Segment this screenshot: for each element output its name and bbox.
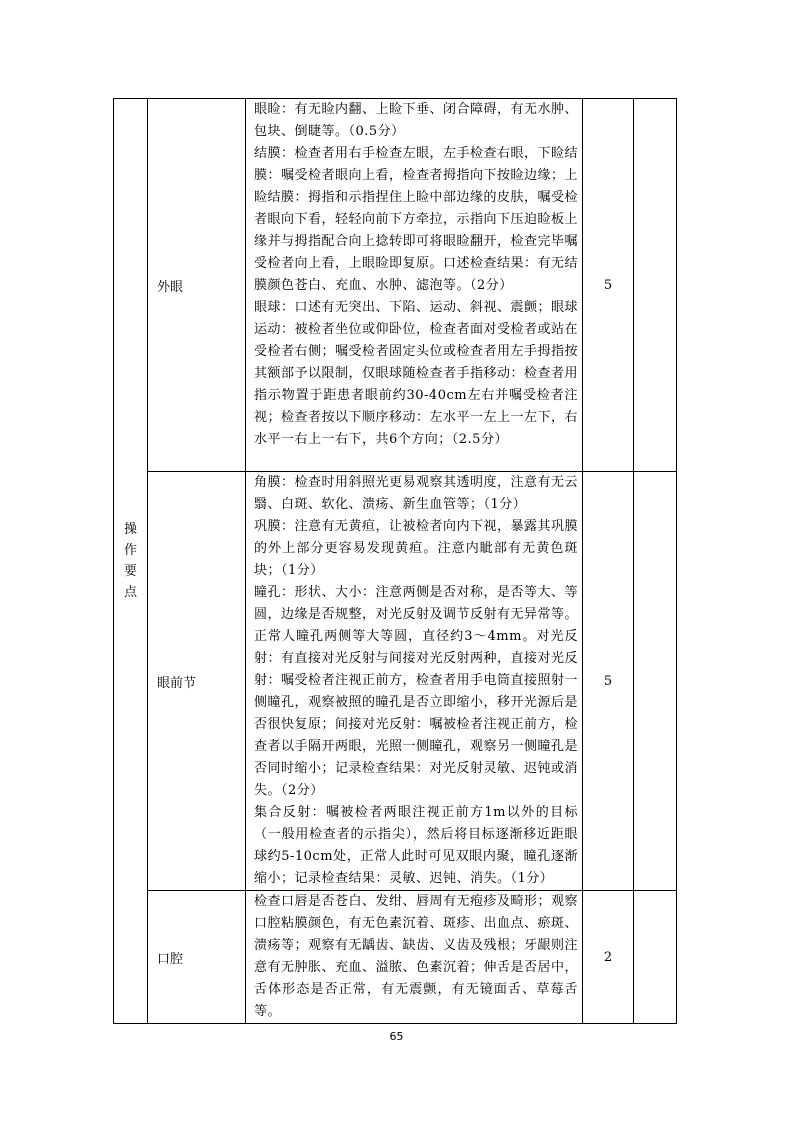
blank-cell	[634, 99, 677, 472]
category-char: 要	[123, 564, 137, 579]
score-value: 5	[583, 99, 634, 472]
item-name: 外眼	[148, 99, 246, 472]
description-paragraph: 角膜：检查时用斜照光更易观察其透明度，注意有无云翳、白斑、软化、溃疡、新生血管等；（1分）	[254, 475, 579, 512]
table-row	[114, 99, 677, 472]
page-number: 65	[389, 1030, 404, 1043]
description-paragraph: 结膜：检查者用右手检查左眼，左手检查右眼，下睑结膜：嘱受检者眼向上看，检查者拇指向下按睑边缘；上睑结膜：拇指和示指捏住上睑中部边缘的皮肤，嘱受检者眼向下看，轻轻向前下方牵拉，示指向下压迫睑板上缘并与拇指配合向上捻转即可将眼睑翻开，检查完毕嘱受检者向上看，上眼睑即复原。口述检查结果：有无结膜颜色苍白、充血、水肿、滤泡等。（2分）	[254, 146, 579, 293]
table-row	[114, 472, 677, 891]
score-value: 2	[583, 891, 634, 1024]
item-name: 眼前节	[148, 472, 246, 891]
assessment-table	[113, 98, 677, 1024]
category-char: 操	[123, 522, 137, 537]
description-paragraph: 集合反射：嘱被检者两眼注视正前方1m以外的目标（一般用检查者的示指尖），然后将目标逐渐移近距眼球约5-10cm处，正常人此时可见双眼内聚，瞳孔逐渐缩小；记录检查结果：灵敏、迟钝、消失。（1分）	[254, 805, 578, 886]
item-description	[246, 99, 583, 472]
item-description	[246, 891, 583, 1024]
item-description	[246, 472, 583, 891]
table-row	[114, 891, 677, 1024]
description-paragraph: 眼球：口述有无突出、下陷、运动、斜视、震颤；眼球运动：被检者坐位或仰卧位，检查者面对受检者或站在受检者右侧；嘱受检者固定头位或检查者用左手拇指按其额部予以限制，仅眼球随检查者手指移动：检查者用指示物置于距患者眼前约30-40cm左右并嘱受检者注视；检查者按以下顺序移动：左水平一左上一左下，右水平一右上一右下，共6个方向；（2.5分）	[254, 300, 579, 447]
category-cell	[114, 99, 148, 1024]
score-value: 5	[583, 472, 634, 891]
description-paragraph: 眼睑：有无睑内翻、上睑下垂、闭合障碍，有无水肿、包块、倒睫等。（0.5分）	[254, 102, 579, 139]
category-char: 作	[123, 543, 137, 558]
description-paragraph: 检查口唇是否苍白、发绀、唇周有无疱疹及畸形；观察口腔粘膜颜色，有无色素沉着、斑疹、出血点、瘀斑、溃疡等；观察有无龋齿、缺齿、义齿及残根；牙龈则注意有无肿胀、充血、溢脓、色素沉着；伸舌是否居中，舌体形态是否正常，有无震颤，有无镜面舌、草莓舌等。	[254, 894, 579, 1019]
description-paragraph: 巩膜：注意有无黄疸，让被检者向内下视，暴露其巩膜的外上部分更容易发现黄疸。注意内眦部有无黄色斑块；（1分）	[254, 519, 579, 578]
description-paragraph: 瞳孔：形状、大小：注意两侧是否对称，是否等大、等圆，边缘是否规整，对光反射及调节反射有无异常等。正常人瞳孔两侧等大等圆，直径约3～4mm。对光反射：有直接对光反射与间接对光反射两种，直接对光反射：嘱受检者注视正前方，检查者用手电筒直接照射一侧瞳孔，观察被照的瞳孔是否立即缩小，移开光源后是否很快复原；间接对光反射：嘱被检者注视正前方，检查者以手隔开两眼，光照一侧瞳孔，观察另一侧瞳孔是否同时缩小；记录检查结果：对光反射灵敏、迟钝或消失。（2分）	[254, 585, 579, 798]
blank-cell	[634, 472, 677, 891]
item-name: 口腔	[148, 891, 246, 1024]
blank-cell	[634, 891, 677, 1024]
category-char: 点	[123, 585, 137, 600]
